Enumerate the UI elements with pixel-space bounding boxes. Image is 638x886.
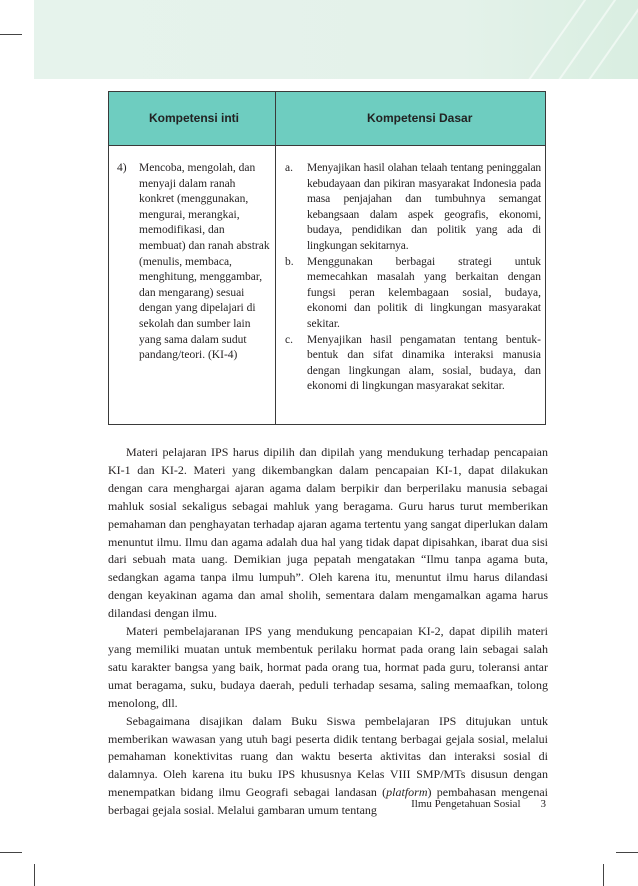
crop-mark	[616, 852, 638, 853]
page-number: 3	[540, 798, 546, 810]
kd-label: b.	[285, 255, 294, 268]
header-kompetensi-inti: Kompetensi inti	[149, 111, 240, 125]
platform-term: platform	[386, 785, 428, 800]
ki-text: Mencoba, mengolah, dan menyaji dalam ranah konkret (menggunakan, mengurai, merangkai, memodifikasi, dan membuat) dan ranah abstrak (menulis, membaca, menghitung, menggambar, dan mengarang) sesuai dengan yang dipelajari di sekolah dan sumber lain yang sama dalam sudut pandang/teori. (KI-4)	[139, 162, 270, 362]
kd-label: a.	[285, 162, 293, 174]
header-kompetensi-dasar: Kompetensi Dasar	[367, 111, 473, 125]
kd-item-b	[285, 255, 541, 333]
page-footer	[411, 798, 546, 810]
paragraph-3-text-b: ) pembahasan mengenai berbagai gejala sosial. Melalui gambaran umum tentang	[108, 785, 548, 818]
table-header	[109, 92, 545, 146]
kd-text: Menyajikan hasil olahan telaah tentang peninggalan kebudayaan dan pikiran masyarakat Indonesia pada masa penjajahan dan tumbuhnya semangat kebangsaan dalam aspek geografis, ekonomi, budaya, pendidikan dan politik yang ada di lingkungan sekitarnya.	[307, 162, 541, 252]
paragraph-2: Materi pembelajaranan IPS yang mendukung pencapaian KI-2, dapat dipilih materi yang memiliki muatan untuk membentuk perilaku hormat pada orang lain sebagai salah satu karakter bangsa yang baik, hormat pada orang tua, hormat pada guru, toleransi antar umat beragama, suku, budaya daerah, peduli terhadap sesama, saling memaafkan, tolong menolong, dll.	[108, 624, 548, 710]
header-band	[34, 0, 638, 79]
kd-text: Menyajikan hasil pengamatan tentang bentuk-bentuk dan sifat dinamika interaksi manusia dengan lingkungan alam, sosial, budaya, dan ekonomi di lingkungan masyarakat sekitar.	[307, 333, 541, 393]
kd-text: Menggunakan berbagai strategi untuk memecahkan masalah yang berkaitan dengan fungsi peran kelembagaan sosial, budaya, ekonomi dan politik di lingkungan masyarakat sekitar.	[307, 255, 541, 330]
crop-mark	[603, 864, 604, 886]
band-decoration	[518, 0, 638, 79]
kd-label: c.	[285, 333, 293, 346]
crop-mark	[34, 864, 35, 886]
ki-number: 4)	[117, 162, 127, 174]
competency-table	[108, 91, 546, 425]
paragraph-1: Materi pelajaran IPS harus dipilih dan dipilah yang mendukung terhadap pencapaian KI-1 dan KI-2. Materi yang dikembangkan dalam pencapaian KI-1, dapat dilakukan dengan cara menghargai ajaran agama dalam berpikir dan berperilaku manusia sebagai mahluk sosial sekaligus sebagai mahluk yang beragama. Guru harus turut memberikan pemahaman dan penghayatan terhadap ajaran agama tertentu yang sangat diperlukan dalam menuntut ilmu. Ilmu dan agama adalah dua hal yang tidak dapat dipisahkan, ibarat dua sisi dari sebuah mata uang. Demikian juga pepatah mengatakan “Ilmu tanpa agama buta, sedangkan agama tanpa ilmu lumpuh”. Oleh karena itu, menuntut ilmu harus dilandasi dengan keyakinan agama dan amal sholih, sementara dalam mengamalkan agama harus dilandasi dengan ilmu.	[108, 445, 548, 621]
column-divider	[275, 92, 276, 424]
kd-cell	[285, 161, 541, 395]
crop-mark	[0, 852, 22, 853]
kd-item-c	[285, 333, 541, 395]
crop-mark	[0, 34, 22, 35]
kd-item-a	[285, 161, 541, 255]
footer-book-title: Ilmu Pengetahuan Sosial	[411, 798, 521, 810]
paragraph-3-text-a: Sebagaimana disajikan dalam Buku Siswa pembelajaran IPS ditujukan untuk memberikan wawasan yang utuh bagi peserta didik tentang berbagai gejala sosial, melalui pemahaman konektivitas ruang dan waktu beserta aktivitas dan interaksi sosial di dalamnya. Oleh karena itu buku IPS khususnya Kelas VIII SMP/MTs disusun dengan menempatkan bidang ilmu Geografi sebagai landasan (	[108, 713, 548, 800]
body-text	[108, 444, 548, 820]
